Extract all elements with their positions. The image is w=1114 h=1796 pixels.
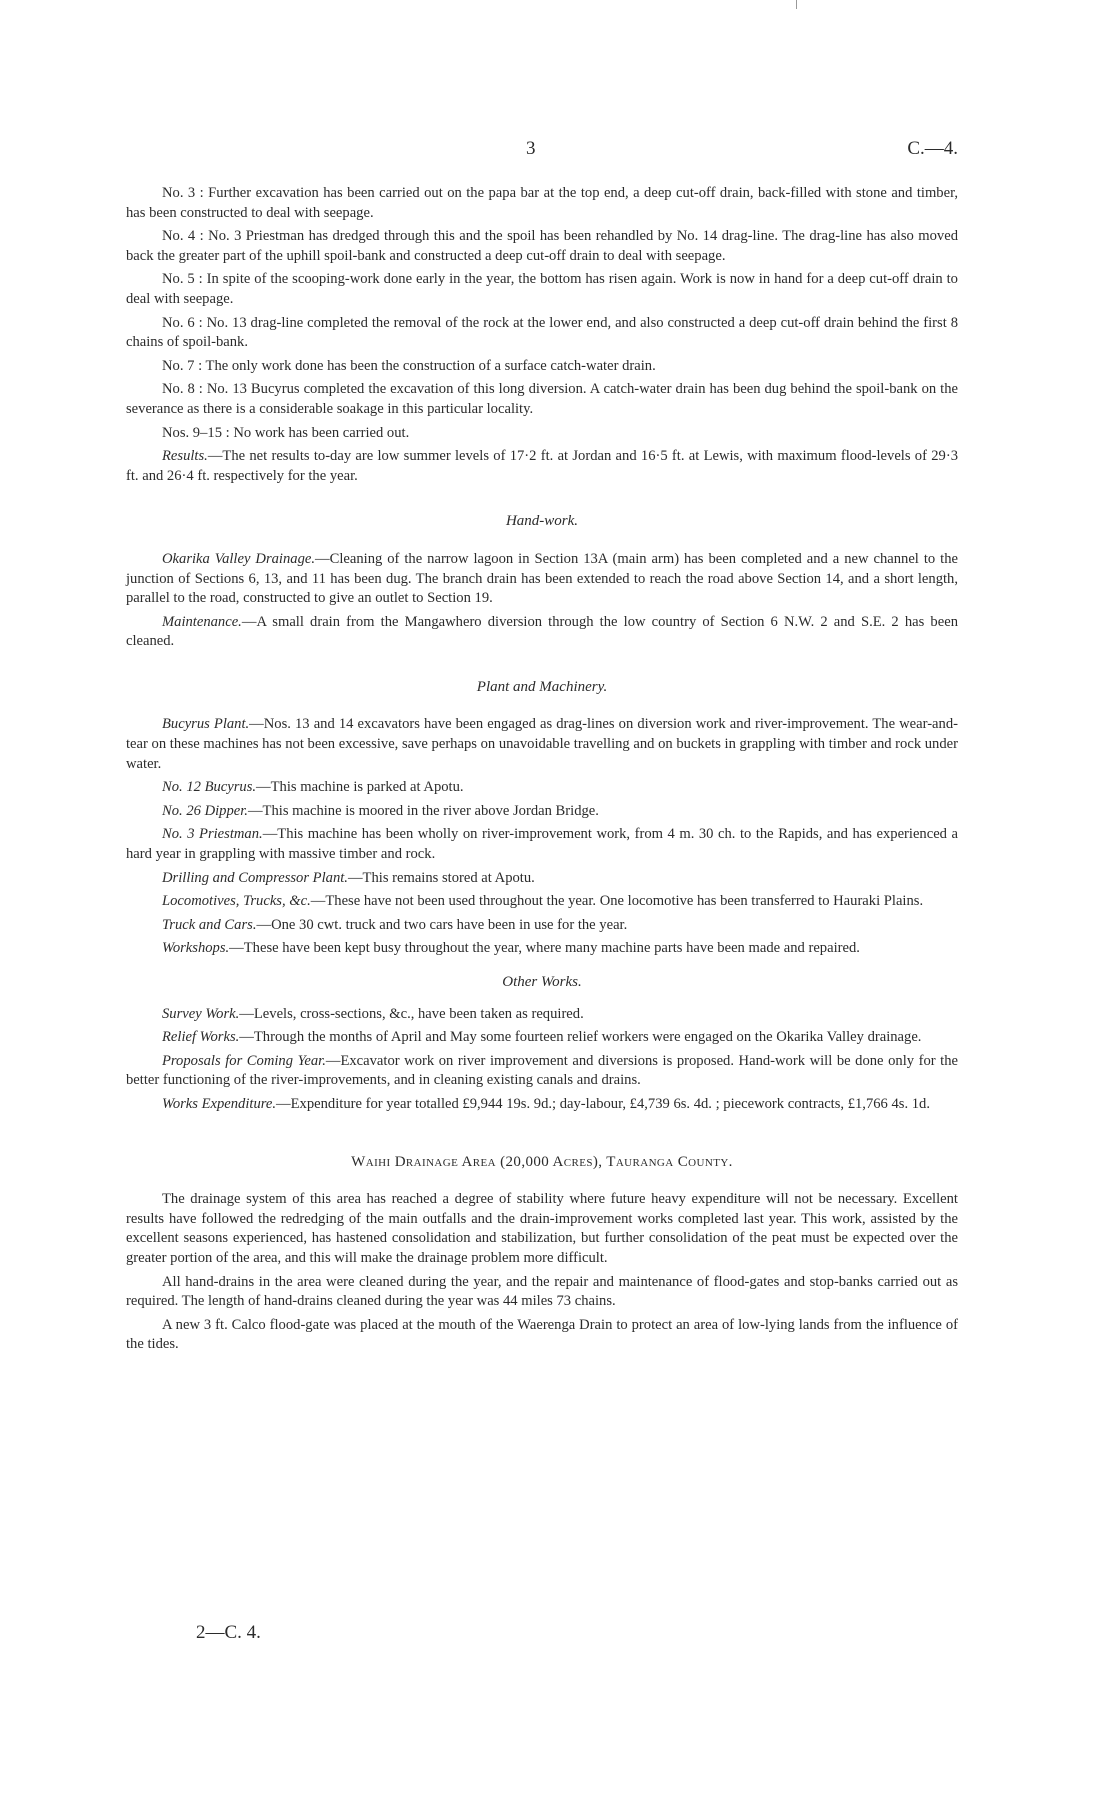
hand-work-paragraph: Maintenance.—A small drain from the Mangawhero diversion through the low country of Section 6 N.W. 2 and S.E. 2 has been cleaned.: [126, 613, 958, 650]
waihi-paragraph: The drainage system of this area has reached a degree of stability where future heavy expenditure will not be necessary. Excellent results have followed the redredging of the main outfalls and the drain-improvement works completed last year. This work, assisted by the excellent seasons experienced, has hastened consolidation and stabilization, but further consolidation of the peat must be expected over the greater portion of the area, and this will make the drainage problem more difficult.: [126, 1191, 958, 1266]
works-paragraph: No. 3 : Further excavation has been carried out on the papa bar at the top end, a deep cut-off drain, back-filled with stone and timber, has been constructed to deal with seepage.: [126, 185, 958, 221]
page-header: [126, 138, 958, 168]
section-heading-hand-work: Hand-work.: [505, 513, 579, 530]
page-number: 3: [526, 138, 536, 159]
works-paragraph: No. 7 : The only work done has been the construction of a surface catch-water drain.: [162, 357, 656, 374]
other-works-paragraph: Survey Work.—Levels, cross-sections, &c., have been taken as required.: [162, 1005, 584, 1022]
works-paragraph: Nos. 9–15 : No work has been carried out.: [162, 424, 410, 441]
plant-paragraph: Drilling and Compressor Plant.—This remains stored at Apotu.: [162, 869, 535, 886]
works-paragraph: No. 5 : In spite of the scooping-work done early in the year, the bottom has risen again. Work is now in hand for a deep cut-off drain to deal with seepage.: [126, 271, 958, 307]
works-paragraph: No. 4 : No. 3 Priestman has dredged through this and the spoil has been rehandled by No. 14 drag-line. The drag-line has also moved back the greater part of the uphill spoil-bank and constructed a deep cut-off drain to deal with seepage.: [126, 228, 958, 264]
works-paragraph: No. 8 : No. 13 Bucyrus completed the excavation of this long diversion. A catch-water drain has been dug behind the spoil-bank on the severance as there is a considerable soakage in this particular locality.: [126, 381, 958, 417]
scan-mark: [796, 0, 797, 9]
other-works-paragraph: Proposals for Coming Year.—Excavator work on river improvement and diversions is proposed. Hand-work will be done only for the better functioning of the river-improvements, and in cleaning existing canals and drains.: [126, 1052, 959, 1089]
waihi-paragraph: All hand-drains in the area were cleaned during the year, and the repair and maintenance of flood-gates and stop-banks carried out as required. The length of hand-drains cleaned during the year was 44 miles 73 chains.: [126, 1273, 958, 1310]
works-paragraph: No. 6 : No. 13 drag-line completed the removal of the rock at the lower end, and also constructed a deep cut-off drain behind the first 8 chains of spoil-bank.: [126, 314, 959, 351]
section-heading-plant: Plant and Machinery.: [476, 678, 608, 695]
plant-paragraph: No. 26 Dipper.—This machine is moored in the river above Jordan Bridge.: [162, 802, 599, 819]
signature-reference: 2—C. 4.: [196, 1622, 261, 1643]
plant-paragraph: No. 3 Priestman.—This machine has been wholly on river-improvement work, from 4 m. 30 ch. to the Rapids, and has experienced a hard year in grappling with massive timber and rock.: [126, 826, 958, 863]
plant-paragraph: Bucyrus Plant.—Nos. 13 and 14 excavators have been engaged as drag-lines on diversion work and river-improvement. The wear-and-tear on these machines has not been excessive, save perhaps on unavoidable travelling and on buckets in grappling with timber and rock under water.: [126, 716, 958, 772]
plant-paragraph: Truck and Cars.—One 30 cwt. truck and two cars have been in use for the year.: [162, 916, 628, 933]
plant-paragraph: No. 12 Bucyrus.—This machine is parked at Apotu.: [162, 779, 464, 796]
hand-work-paragraph: Okarika Valley Drainage.—Cleaning of the narrow lagoon in Section 13A (main arm) has been completed and a new channel to the junction of Sections 6, 13, and 11 has been dug. The branch drain has been extended to reach the road above Section 14, and a short length, parallel to the road, constructed to give an outlet to Section 19.: [126, 550, 958, 607]
plant-paragraph: Workshops.—These have been kept busy throughout the year, where many machine parts have been made and repaired.: [162, 940, 860, 957]
waihi-paragraph: A new 3 ft. Calco flood-gate was placed at the mouth of the Waerenga Drain to protect an area of low-lying lands from the influence of the tides.: [126, 1316, 958, 1353]
works-list: [126, 184, 958, 486]
document-body: [126, 184, 958, 1359]
other-works-paragraph: Works Expenditure.—Expenditure for year totalled £9,944 19s. 9d.; day-labour, £4,739 6s. 4d. ; piecework contracts, £1,766 4s. 1d.: [162, 1095, 930, 1112]
plant-paragraph: Locomotives, Trucks, &c.—These have not been used throughout the year. One locomotive has been transferred to Hauraki Plains.: [162, 893, 924, 910]
other-works-paragraph: Relief Works.—Through the months of April and May some fourteen relief workers were engaged on the Okarika Valley drainage.: [162, 1029, 922, 1046]
section-heading-other-works: Other Works.: [502, 974, 582, 990]
document-reference: C.—4.: [907, 138, 958, 159]
section-heading-waihi: Waihi Drainage Area (20,000 Acres), Tauranga County.: [351, 1153, 733, 1170]
results-paragraph: Results.—The net results to-day are low summer levels of 17·2 ft. at Jordan and 16·5 ft. at Lewis, with maximum flood-levels of 29·3 ft. and 26·4 ft. respectively for the year.: [126, 448, 958, 484]
